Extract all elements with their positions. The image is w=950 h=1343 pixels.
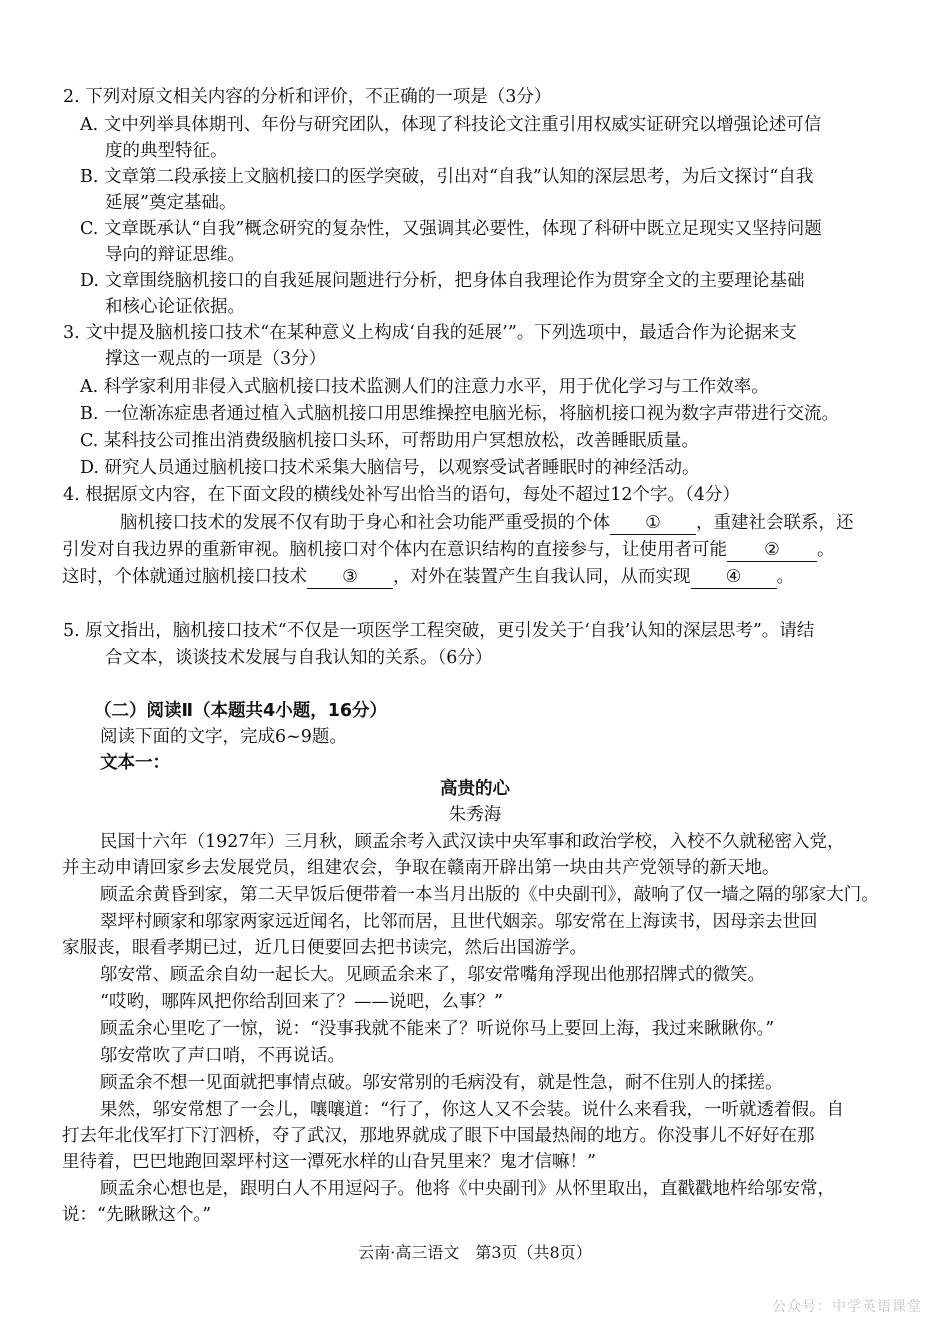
story-paragraph-cont: 并主动申请回家乡去发展党员，组建农会，争取在赣南开辟出第一块由共产党领导的新天地。: [62, 858, 780, 878]
q2-option-a-cont: 度的典型特征。: [105, 141, 228, 161]
q4-text: 引发对自我边界的重新审视。脑机接口对个体内在意识结构的直接参与，让使用者可能: [62, 540, 727, 560]
story-paragraph-cont: 说：“先瞅瞅这个。”: [62, 1205, 212, 1225]
q4-text: 脑机接口技术的发展不仅有助于身心和社会功能严重受损的个体: [120, 513, 610, 533]
watermark: 公众号：中学英语课堂: [772, 1299, 922, 1315]
q3-option-a: A. 科学家利用非侵入式脑机接口技术监测人们的注意力水平，用于优化学习与工作效率。: [80, 377, 769, 397]
q5-stem-cont: 合文本，谈谈技术发展与自我认知的关系。（6分）: [105, 648, 493, 668]
q4-text: ，重建社会联系，还: [696, 513, 854, 533]
story-paragraph: 顾孟余黄昏到家，第二天早饭后便带着一本当月出版的《中央副刊》，敲响了仅一墙之隔的邬家大门。: [100, 885, 879, 905]
q4-passage-line-1: [120, 512, 854, 535]
fill-blank-3: ③: [307, 566, 393, 589]
q4-passage-line-2: [62, 539, 835, 562]
text-one-label: 文本一：: [100, 753, 170, 773]
q3-stem: 3. 文中提及脑机接口技术“在某种意义上构成‘自我的延展’”。下列选项中，最适合作为论据来支: [63, 323, 797, 343]
story-paragraph-cont: 家服丧，眼看孝期已过，近几日便要回去把书读完，然后出国游学。: [62, 938, 587, 958]
q2-option-b-cont: 延展”奠定基础。: [105, 193, 237, 213]
fill-blank-4: ④: [691, 566, 777, 589]
story-paragraph-cont: 打去年北伐军打下汀泗桥，夺了武汉，那地界就成了眼下中国最热闹的地方。你没事儿不好好在那: [62, 1126, 815, 1146]
q2-stem: 2. 下列对原文相关内容的分析和评价，不正确的一项是（3分）: [63, 87, 552, 107]
q3-option-b: B. 一位渐冻症患者通过植入式脑机接口用思维操控电脑光标，将脑机接口视为数字声带进行交流。: [80, 404, 839, 424]
q2-option-d-cont: 和核心论证依据。: [105, 297, 245, 317]
section-header: （二）阅读Ⅱ（本题共4小题，16分）: [94, 701, 388, 721]
story-paragraph: 顾孟余不想一见面就把事情点破。邬安常别的毛病没有，就是性急，耐不住别人的揉搓。: [100, 1073, 783, 1093]
q4-passage-line-3: [62, 566, 794, 589]
q4-text: ，对外在装置产生自我认同，从而实现: [393, 567, 691, 587]
q3-stem-cont: 撑这一观点的一项是（3分）: [105, 349, 327, 369]
story-paragraph: “哎哟，哪阵风把你给刮回来了？——说吧，么事？”: [100, 992, 503, 1012]
story-paragraph: 顾孟余心想也是，跟明白人不用逗闷子。他将《中央副刊》从怀里取出，直戳戳地杵给邬安常，: [100, 1179, 835, 1199]
q2-option-b: B. 文章第二段承接上文脑机接口的医学突破，引出对“自我”认知的深层思考，为后文探讨“自我: [80, 167, 814, 187]
q2-option-a: A. 文中列举具体期刊、年份与研究团队，体现了科技论文注重引用权威实证研究以增强论述可信: [80, 115, 822, 135]
story-paragraph-cont: 里待着，巴巴地跑回翠坪村这一潭死水样的山旮旯里来？鬼才信嘛！”: [62, 1152, 596, 1172]
section-instruction: 阅读下面的文字，完成6~9题。: [100, 727, 347, 747]
page-footer: 云南·高三语文 第3页（共8页）: [358, 1243, 592, 1262]
story-paragraph: 邬安常、顾孟余自幼一起长大。见顾孟余来了，邬安常嘴角浮现出他那招牌式的微笑。: [100, 965, 765, 985]
q2-option-d: D. 文章围绕脑机接口的自我延展问题进行分析，把身体自我理论作为贯穿全文的主要理论基础: [80, 271, 805, 291]
fill-blank-1: ①: [610, 512, 696, 535]
story-author: 朱秀海: [448, 805, 502, 825]
q4-text: 这时，个体就通过脑机接口技术: [62, 567, 307, 587]
q2-option-c: C. 文章既承认“自我”概念研究的复杂性，又强调其必要性，体现了科研中既立足现实又坚持问题: [80, 219, 822, 239]
story-title: 高贵的心: [440, 779, 510, 799]
q3-option-c: C. 某科技公司推出消费级脑机接口头环，可帮助用户冥想放松，改善睡眠质量。: [80, 431, 699, 451]
story-paragraph: 果然，邬安常想了一会儿，嚷嚷道：“行了，你这人又不会装。说什么来看我，一听就透着假。自: [100, 1100, 844, 1120]
story-paragraph: 邬安常吹了声口哨，不再说话。: [100, 1046, 345, 1066]
story-paragraph: 民国十六年（1927年）三月秋，顾孟余考入武汉读中央军事和政治学校，入校不久就秘密入党，: [100, 832, 845, 852]
q5-stem: 5. 原文指出，脑机接口技术“不仅是一项医学工程突破，更引发关于‘自我’认知的深层思考”。请结: [63, 621, 815, 641]
q3-option-d: D. 研究人员通过脑机接口技术采集大脑信号，以观察受试者睡眠时的神经活动。: [80, 458, 700, 478]
q4-stem: 4. 根据原文内容，在下面文段的横线处补写出恰当的语句，每处不超过12个字。（4分）: [63, 485, 740, 505]
story-paragraph: 翠坪村顾家和邬家两家远近闻名，比邻而居，且世代姻亲。邬安常在上海读书，因母亲去世回: [100, 912, 818, 932]
story-paragraph: 顾孟余心里吃了一惊，说：“没事我就不能来了？听说你马上要回上海，我过来瞅瞅你。”: [100, 1019, 775, 1039]
q2-option-c-cont: 导向的辩证思维。: [105, 245, 245, 265]
q4-text: 。: [776, 567, 794, 587]
fill-blank-2: ②: [727, 539, 817, 562]
q4-text: 。: [817, 540, 835, 560]
